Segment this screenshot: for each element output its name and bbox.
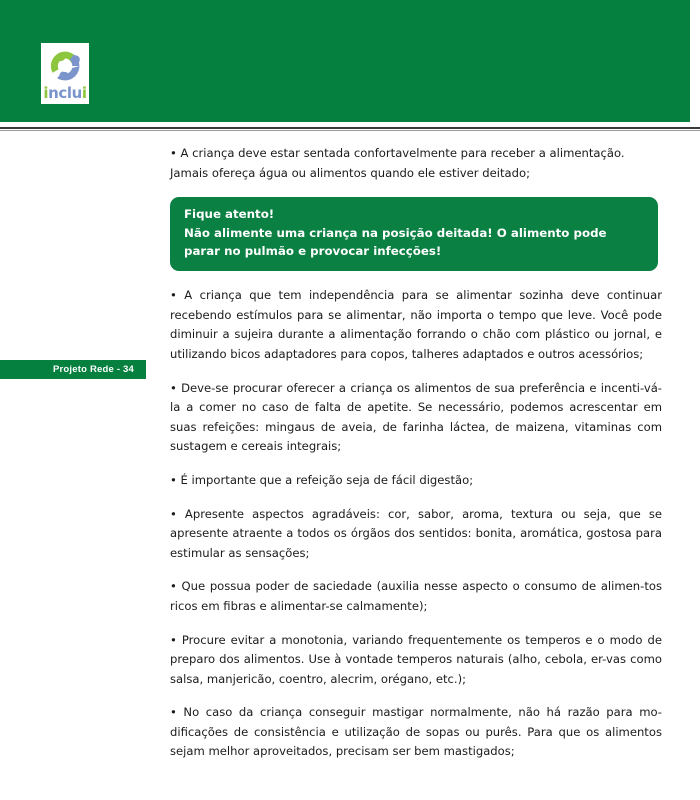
attention-callout [170, 197, 658, 271]
wordmark-part-1: i [43, 84, 49, 102]
inclui-wordmark [41, 85, 89, 101]
paragraph-2: • A criança que tem independência para se alimentar sozinha deve continuar recebendo estímulos para se alimentar, não importa o tempo que leve. Você pode diminuir a sujeira durante a alimentação forrando o chão com plástico ou jornal, e utilizando bicos adaptadores para copos, talheres adaptados e outros acessórios; [170, 288, 662, 361]
paragraph-4: • É importante que a refeição seja de fácil digestão; [170, 472, 474, 487]
header-green-band [0, 0, 690, 122]
inclui-swirl-icon [45, 46, 85, 86]
paragraph-1: • A criança deve estar sentada confortavelmente para receber a alimentação. Jamais ofereça água ou alimentos quando ele estiver deitado; [170, 146, 625, 180]
paragraph-8: • No caso da criança conseguir mastigar normalmente, não há razão para mo-dificações de consistência e utilização de sopas ou purês. Para que os alimentos sejam melhor aproveitados, precisam ser bem mastigados; [170, 705, 662, 759]
header-divider-light [0, 130, 700, 131]
page-footer-tab: Projeto Rede - 34 [0, 360, 146, 379]
paragraph-6: • Que possua poder de saciedade (auxilia nesse aspecto o consumo de alimen-tos ricos em fibras e alimentar-se calmamente); [170, 579, 662, 613]
content-column [170, 144, 662, 776]
paragraph-3: • Deve-se procurar oferecer a criança os alimentos de sua preferência e incenti-vá-la a comer no caso de falta de apetite. Se necessário, podemos acrescentar em suas refeições: mingaus de aveia, de farinha láctea, de maizena, vitaminas com sustagem e cereais integrais; [170, 380, 662, 454]
paragraph-7: • Procure evitar a monotonia, variando frequentemente os temperos e o modo de preparo dos alimentos. Use à vontade temperos naturais (alho, cebola, er-vas como salsa, manjericão, coentro, alecrim, orégano, etc.); [170, 632, 662, 686]
callout-body: Não alimente uma criança na posição deitada! O alimento pode parar no pulmão e provocar infecções! [184, 226, 607, 258]
paragraph-5: • Apresente aspectos agradáveis: cor, sabor, aroma, textura ou seja, que se apresente atraente a todos os órgãos dos sentidos: bonita, aromática, gostosa para estimular as sensações; [170, 506, 662, 560]
inclui-logo [41, 43, 89, 104]
wordmark-part-2: nclu [48, 84, 82, 102]
header-divider-dark [0, 127, 700, 129]
callout-title: Fique atento! [184, 207, 275, 222]
wordmark-part-3: i [81, 84, 87, 102]
